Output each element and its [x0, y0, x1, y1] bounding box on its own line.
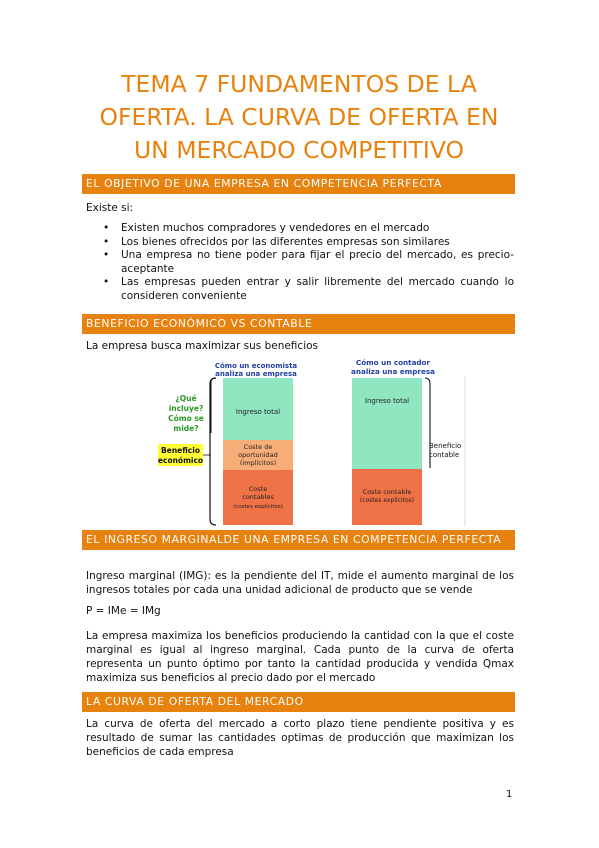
economic-profit-line2: económico [157, 456, 204, 465]
section-heading-marginal-revenue: EL INGRESO MARGINALDE UNA EMPRESA EN COMPETENCIA PERFECTA [82, 530, 515, 550]
conditions-list [86, 222, 514, 304]
market-supply-text: La curva de oferta del mercado a corto plazo tiene pendiente positiva y es resultado de sumar las cantidades optimas de producción que maximizan los beneficios de cada empresa [86, 718, 514, 758]
economic-profit-bracket [211, 378, 216, 433]
list-item: • Una empresa no tiene poder para fijar el precio del mercado, es precio-aceptante [86, 249, 514, 276]
section1-intro: Existe si: [86, 202, 134, 214]
right-accounting-line2: (costes explícitos) [359, 497, 415, 504]
page-title: TEMA 7 FUNDAMENTOS DE LA OFERTA. LA CURVA DE OFERTA EN UN MERCADO COMPETITIVO [99, 70, 499, 164]
section-heading-objective: EL OBJETIVO DE UNA EMPRESA EN COMPETENCIA PERFECTA [82, 174, 515, 194]
section-heading-profit: BENEFICIO ECONÓMICO VS CONTABLE [82, 314, 515, 334]
profit-maximization-text: La empresa maximiza los beneficios produciendo la cantidad con la que el coste marginal es igual al ingreso marginal. Cada punto de la curva de oferta representa un punto óptimo por tanto la cantidad producida y vendida Qmax maximiza sus beneficios al precio dado por el mercado [86, 630, 514, 684]
left-accounting-line3: (costes explícitos) [233, 504, 283, 510]
left-revenue-label: Ingreso total [235, 408, 281, 416]
right-header-line2: analiza una empresa [351, 367, 435, 376]
left-opportunity-line2: oportunidad [238, 451, 278, 459]
question-line2: incluye? [168, 404, 204, 413]
left-accounting-line2: contables [242, 493, 274, 501]
list-item: • Existen muchos compradores y vendedores en el mercado [86, 222, 514, 236]
section2-intro: La empresa busca maximizar sus beneficios [86, 340, 319, 352]
left-accounting-line1: Coste [248, 485, 268, 493]
page-number: 1 [506, 789, 513, 800]
price-formula: P = IMe = IMg [86, 605, 161, 617]
question-line1: ¿Qué [175, 394, 197, 403]
right-revenue-block [352, 378, 422, 469]
left-header-line1: Cómo un economista [214, 362, 298, 370]
profit-comparison-figure [156, 356, 468, 528]
left-opportunity-line3: (implícitos) [239, 459, 277, 467]
question-line4: mide? [173, 424, 199, 433]
list-item: • Las empresas pueden entrar y salir libremente del mercado cuando lo consideren conveniente [86, 276, 514, 303]
accounting-profit-line1: Beneficio [429, 442, 462, 450]
right-accounting-line1: Coste contable [362, 488, 412, 496]
marginal-revenue-definition: Ingreso marginal (IMG): es la pendiente del IT, mide el aumento marginal de los ingresos totales por cada una unidad adicional de producto que se vende [86, 570, 514, 596]
left-opportunity-line1: Coste de [243, 443, 273, 451]
right-header-line1: Cómo un contador [355, 358, 431, 367]
section-heading-market-supply: LA CURVA DE OFERTA DEL MERCADO [82, 692, 515, 712]
economic-profit-line1: Beneficio [161, 446, 200, 455]
left-header-line2: analiza una empresa [215, 370, 297, 378]
question-line3: Cómo se [168, 414, 204, 423]
right-revenue-label: Ingreso total [364, 397, 410, 405]
accounting-profit-line2: contable [429, 451, 460, 459]
list-item: • Los bienes ofrecidos por las diferentes empresas son similares [86, 236, 514, 250]
